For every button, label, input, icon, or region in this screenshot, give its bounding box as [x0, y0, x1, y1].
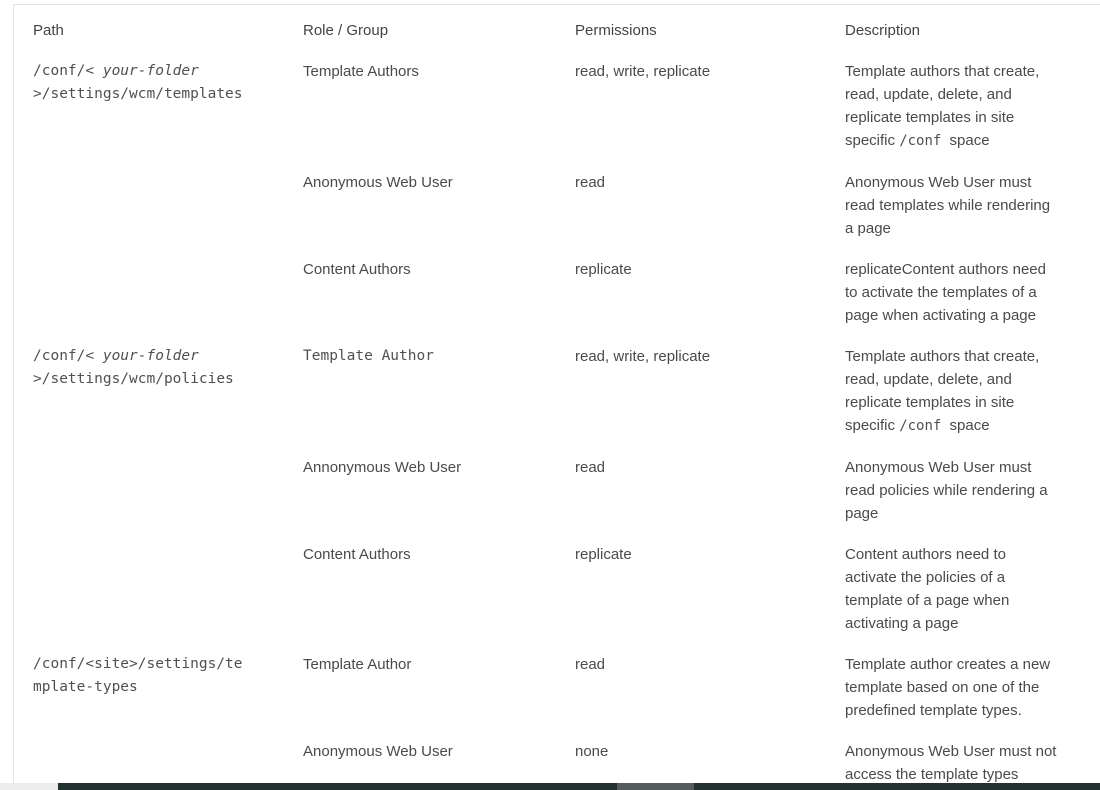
role-cell: Template Author	[303, 348, 434, 364]
permissions-cell: read	[575, 656, 606, 673]
path-cell	[33, 456, 245, 525]
description-cell	[845, 456, 1060, 525]
role-cell: Anonymous Web User	[303, 174, 453, 191]
header-cell-role-group: Role / Group	[303, 22, 389, 39]
header-cell-description: Description	[845, 22, 921, 39]
permissions-cell: read	[575, 459, 606, 476]
header-cell-permissions: Permissions	[575, 22, 657, 39]
description-text: space	[945, 417, 990, 434]
permissions-cell: replicate	[575, 261, 632, 278]
table-row	[33, 456, 1100, 525]
path-code: your-folder	[102, 63, 199, 79]
scrollbar-track-left	[0, 783, 58, 790]
permissions-cell: read	[575, 174, 606, 191]
path-code: >/settings/wcm/policies	[33, 371, 234, 387]
path-code: /conf/<site>/settings/template-types	[33, 656, 243, 695]
path-cell	[33, 345, 245, 438]
path-code: /conf/<	[33, 348, 103, 364]
description-text: Anonymous Web User must read policies while rendering a page	[845, 459, 1048, 522]
description-text: Content authors need to activate the policies of a template of a page when activating a page	[845, 546, 1010, 632]
table-row	[33, 653, 1100, 722]
description-text: Template author creates a new template based on one of the predefined template types.	[845, 656, 1051, 719]
description-text: replicateContent authors need to activate the templates of a page when activating a page	[845, 261, 1046, 324]
role-cell: Template Author	[303, 656, 412, 673]
path-code: your-folder	[102, 348, 199, 364]
path-code: >/settings/wcm/templates	[33, 86, 243, 102]
path-cell	[33, 60, 245, 153]
description-cell	[845, 258, 1060, 327]
role-cell: Annonymous Web User	[303, 459, 462, 476]
table-row	[33, 740, 1100, 786]
permissions-table	[13, 4, 1100, 786]
path-cell	[33, 171, 245, 240]
description-text: Anonymous Web User must not access the template types	[845, 743, 1057, 783]
description-text: space	[945, 132, 990, 149]
table-body	[33, 60, 1100, 786]
description-cell	[845, 345, 1060, 438]
description-cell	[845, 60, 1060, 153]
table-row	[33, 258, 1100, 327]
permissions-cell: read, write, replicate	[575, 63, 711, 80]
role-cell: Content Authors	[303, 546, 411, 563]
description-text: Template authors that create, read, update, delete, and replicate templates in site specific	[845, 63, 1040, 149]
role-cell: Content Authors	[303, 261, 411, 278]
table-row	[33, 60, 1100, 153]
bottom-dark-bar-left	[58, 783, 617, 790]
header-cell-path: Path	[33, 22, 64, 39]
path-code: /conf/<	[33, 63, 103, 79]
path-cell	[33, 258, 245, 327]
path-cell	[33, 740, 245, 786]
path-cell	[33, 653, 245, 722]
table-row	[33, 345, 1100, 438]
bottom-dark-bar-right	[694, 783, 1100, 790]
inline-code: /conf	[899, 418, 942, 434]
description-text: Template authors that create, read, update, delete, and replicate templates in site specific	[845, 348, 1040, 434]
inline-code: /conf	[899, 133, 942, 149]
scrollbar-thumb[interactable]	[617, 783, 694, 790]
description-cell	[845, 653, 1060, 722]
table-row	[33, 171, 1100, 240]
path-cell	[33, 543, 245, 635]
role-cell: Template Authors	[303, 63, 419, 80]
header-row	[33, 19, 1100, 42]
permissions-cell: read, write, replicate	[575, 348, 711, 365]
description-cell	[845, 543, 1060, 635]
permissions-cell: replicate	[575, 546, 632, 563]
table-row	[33, 543, 1100, 635]
role-cell: Anonymous Web User	[303, 743, 453, 760]
permissions-cell: none	[575, 743, 609, 760]
description-cell	[845, 740, 1060, 786]
description-cell	[845, 171, 1060, 240]
description-text: Anonymous Web User must read templates while rendering a page	[845, 174, 1051, 237]
